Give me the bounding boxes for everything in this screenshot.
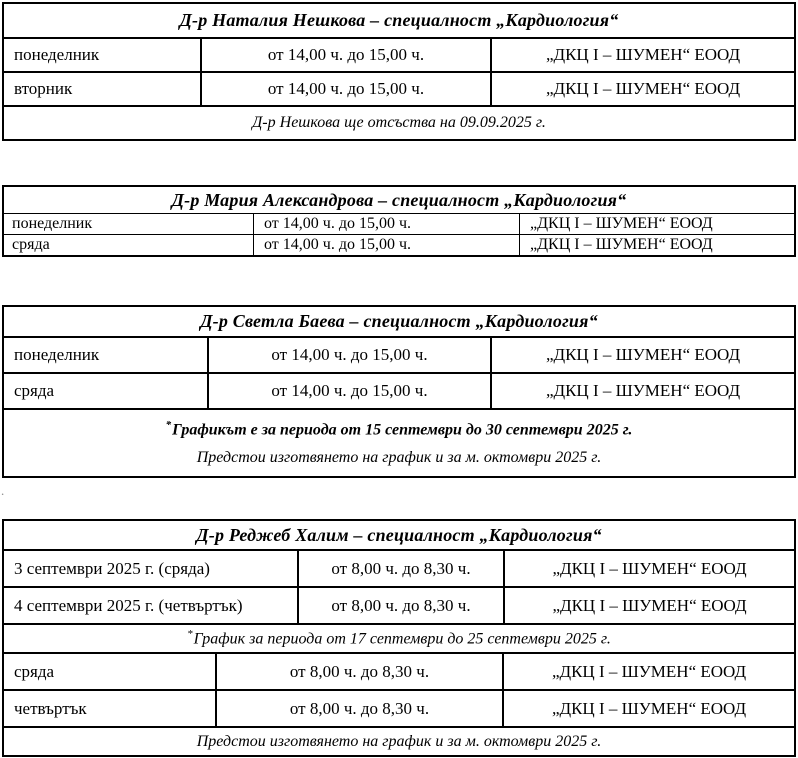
date-cell: 4 септември 2025 г. (четвъртък) <box>14 595 243 615</box>
table-row <box>4 336 794 372</box>
stray-dot: . <box>1 483 5 498</box>
table-row <box>4 549 794 586</box>
period-note <box>166 419 633 439</box>
asterisk-marker: * <box>187 628 193 641</box>
asterisk-marker: * <box>165 419 172 432</box>
time-cell: от 8,00 ч. до 8,30 ч. <box>215 654 502 689</box>
table-row <box>4 652 794 689</box>
table-row <box>4 71 794 105</box>
date-cell: 3 септември 2025 г. (сряда) <box>14 558 210 578</box>
time-cell: от 14,00 ч. до 15,00 ч. <box>253 214 519 234</box>
day-cell: сряда <box>12 236 50 253</box>
location-cell: „ДКЦ I – ШУМЕН“ ЕООД <box>519 214 794 234</box>
table-row <box>4 689 794 726</box>
period-note-text: График за периода от 17 септември до 25 септември 2025 г. <box>193 630 611 648</box>
location-cell: „ДКЦ I – ШУМЕН“ ЕООД <box>503 588 794 623</box>
table-title: Д-р Светла Баева – специалност „Кардиология“ <box>200 311 598 331</box>
day-cell: понеделник <box>14 45 100 64</box>
table-row <box>4 213 794 234</box>
absence-note: Д-р Нешкова ще отсъства на 09.09.2025 г. <box>4 105 794 139</box>
table-row <box>4 586 794 623</box>
day-cell: понеделник <box>12 215 93 232</box>
time-cell: от 8,00 ч. до 8,30 ч. <box>297 588 503 623</box>
schedule-table-aleksandrova <box>2 185 796 257</box>
location-cell: „ДКЦ I – ШУМЕН“ ЕООД <box>503 551 794 586</box>
location-cell: „ДКЦ I – ШУМЕН“ ЕООД <box>502 691 794 726</box>
location-cell: „ДКЦ I – ШУМЕН“ ЕООД <box>490 73 794 105</box>
schedule-document-page <box>0 2 798 758</box>
day-cell: сряда <box>14 661 55 681</box>
table-row <box>4 234 794 255</box>
day-cell: четвъртък <box>14 698 87 718</box>
location-cell: „ДКЦ I – ШУМЕН“ ЕООД <box>490 39 794 71</box>
day-cell: вторник <box>14 79 73 98</box>
time-cell: от 8,00 ч. до 8,30 ч. <box>297 551 503 586</box>
table-title: Д-р Реджеб Халим – специалност „Кардиология“ <box>196 524 602 545</box>
table-row <box>4 372 794 408</box>
table-row <box>4 37 794 71</box>
time-cell: от 14,00 ч. до 15,00 ч. <box>200 73 490 105</box>
day-cell: сряда <box>14 381 55 400</box>
upcoming-schedule-note: Предстои изготвянето на график и за м. октомври 2025 г. <box>196 448 602 466</box>
period-note <box>4 623 794 652</box>
time-cell: от 14,00 ч. до 15,00 ч. <box>207 374 490 408</box>
location-cell: „ДКЦ I – ШУМЕН“ ЕООД <box>519 235 794 255</box>
location-cell: „ДКЦ I – ШУМЕН“ ЕООД <box>490 374 794 408</box>
schedule-table-baeva <box>2 305 796 478</box>
upcoming-schedule-note: Предстои изготвянето на график и за м. октомври 2025 г. <box>4 726 794 755</box>
period-note-text: Графикът е за периода от 15 септември до 30 септември 2025 г. <box>172 421 633 439</box>
schedule-table-neshkova <box>2 2 796 141</box>
location-cell: „ДКЦ I – ШУМЕН“ ЕООД <box>502 654 794 689</box>
time-cell: от 14,00 ч. до 15,00 ч. <box>200 39 490 71</box>
location-cell: „ДКЦ I – ШУМЕН“ ЕООД <box>490 338 794 372</box>
time-cell: от 14,00 ч. до 15,00 ч. <box>207 338 490 372</box>
time-cell: от 14,00 ч. до 15,00 ч. <box>253 235 519 255</box>
day-cell: понеделник <box>14 345 100 364</box>
time-cell: от 8,00 ч. до 8,30 ч. <box>215 691 502 726</box>
table-title: Д-р Мария Александрова – специалност „Кардиология“ <box>171 189 627 210</box>
schedule-table-halim <box>2 519 796 757</box>
table-footnotes <box>4 408 794 476</box>
table-title: Д-р Наталия Нешкова – специалност „Кардиология“ <box>179 10 619 30</box>
